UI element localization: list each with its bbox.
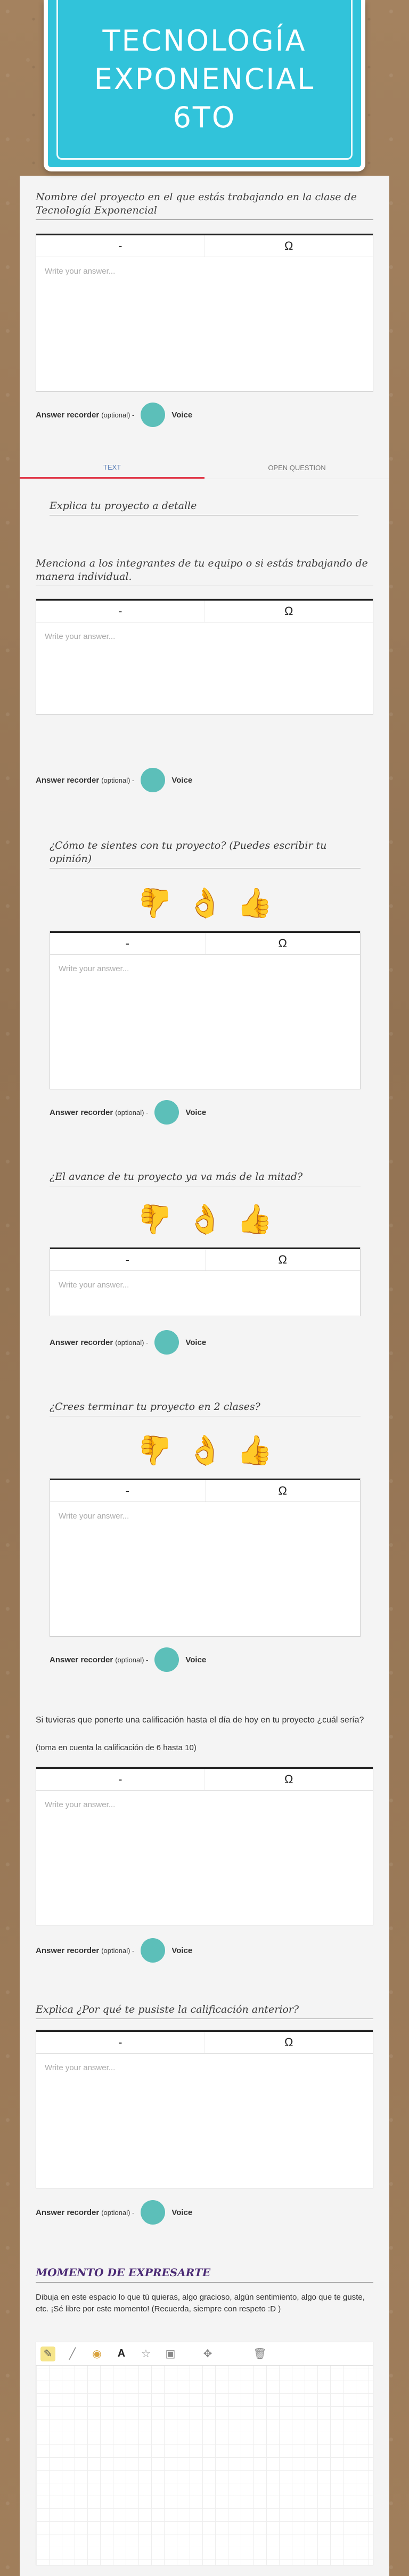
drawing-instructions: Dibuja en este espacio lo que tú quieras, algo gracioso, algún sentimiento, algo que te guste, etc. ¡Sé libre por este momento! (Recuerda, siempre con respeto :D ) (36, 2293, 365, 2314)
thumbs-sideways-icon[interactable]: 👌 (187, 1203, 223, 1235)
question-3-title: Menciona a los integrantes de tu equipo o si estás trabajando de manera individual. (36, 557, 373, 586)
answer-toolbar (36, 234, 373, 257)
item-type-tabs (20, 457, 389, 479)
optional-label: (optional) - (101, 1946, 135, 1955)
omega-button[interactable]: Ω (204, 235, 373, 257)
answer-toolbar (50, 1479, 360, 1502)
drawing-section-title: MOMENTO DE EXPRESARTE (36, 2266, 373, 2283)
drawing-toolbar (36, 2342, 373, 2366)
answer-recorder-7 (36, 1938, 192, 1963)
answer-box-3[interactable] (36, 598, 373, 715)
answer-input[interactable]: Write your answer... (59, 1281, 129, 1290)
answer-toolbar (36, 2030, 373, 2054)
reaction-row-6 (50, 1434, 361, 1466)
answer-recorder-6 (50, 1647, 206, 1672)
optional-label: (optional) - (115, 1108, 149, 1117)
omega-button[interactable]: Ω (205, 1480, 361, 1502)
optional-label: (optional) - (101, 2208, 135, 2217)
line-icon[interactable]: ╱ (69, 2348, 76, 2360)
answer-box-6[interactable] (50, 1478, 361, 1637)
question-7-note: (toma en cuenta la calificación de 6 hasta 10) (36, 1743, 197, 1752)
answer-recorder-1 (36, 403, 192, 427)
thumbs-up-icon[interactable]: 👍 (236, 887, 273, 919)
thumbs-up-icon[interactable]: 👍 (236, 1203, 273, 1235)
voice-label: Voice (185, 1655, 207, 1664)
answer-toolbar (50, 1248, 360, 1271)
question-6-title: ¿Crees terminar tu proyecto en 2 clases? (50, 1400, 361, 1416)
answer-recorder-label: Answer recorder (36, 775, 100, 785)
answer-recorder-label: Answer recorder (50, 1338, 113, 1347)
question-4-title: ¿Cómo te sientes con tu proyecto? (Puedes escribir tu opinión) (50, 839, 361, 868)
answer-recorder-label: Answer recorder (50, 1655, 113, 1664)
answer-box-5[interactable] (50, 1247, 361, 1316)
minus-button[interactable]: - (118, 239, 122, 252)
voice-label: Voice (171, 775, 193, 785)
minus-button[interactable]: - (125, 1253, 129, 1266)
record-button[interactable] (141, 768, 165, 792)
move-icon[interactable]: ✥ (203, 2348, 212, 2360)
answer-input[interactable]: Write your answer... (45, 632, 116, 641)
record-button[interactable] (154, 1647, 179, 1672)
answer-input[interactable]: Write your answer... (45, 2063, 116, 2072)
answer-recorder-5 (50, 1330, 206, 1355)
text-item-title: Explica tu proyecto a detalle (50, 499, 358, 515)
star-icon[interactable]: ☆ (141, 2348, 151, 2360)
header-banner (44, 0, 365, 171)
answer-input[interactable]: Write your answer... (59, 1512, 129, 1521)
answer-recorder-label: Answer recorder (50, 1107, 113, 1117)
voice-label: Voice (171, 2208, 193, 2217)
answer-recorder-label: Answer recorder (36, 410, 100, 420)
optional-label: (optional) - (115, 1655, 149, 1664)
omega-button[interactable]: Ω (205, 933, 361, 954)
omega-button[interactable]: Ω (205, 1249, 361, 1270)
omega-button[interactable]: Ω (204, 1769, 373, 1790)
answer-toolbar (36, 599, 373, 622)
optional-label: (optional) - (101, 776, 135, 784)
thumbs-down-icon[interactable]: 👍 (137, 1434, 174, 1466)
minus-button[interactable]: - (118, 604, 122, 618)
reaction-row-4 (50, 887, 361, 919)
answer-box-7[interactable] (36, 1767, 373, 1925)
minus-button[interactable]: - (125, 1484, 129, 1497)
record-button[interactable] (141, 2200, 165, 2225)
record-button[interactable] (141, 403, 165, 427)
answer-box-8[interactable] (36, 2030, 373, 2188)
optional-label: (optional) - (101, 411, 135, 419)
answer-recorder-label: Answer recorder (36, 1946, 100, 1955)
optional-label: (optional) - (115, 1338, 149, 1347)
voice-label: Voice (171, 410, 193, 420)
question-1-title: Nombre del proyecto en el que estás trabajando en la clase de Tecnología Exponencial (36, 191, 373, 220)
tab-open-question[interactable]: OPEN QUESTION (268, 464, 326, 472)
minus-button[interactable]: - (118, 1773, 122, 1786)
answer-box-1[interactable] (36, 233, 373, 392)
question-7-title: Si tuvieras que ponerte una calificación hasta el día de hoy en tu proyecto ¿cuál sería? (36, 1716, 364, 1725)
answer-recorder-label: Answer recorder (36, 2208, 100, 2217)
question-8-title: Explica ¿Por qué te pusiste la calificación anterior? (36, 2003, 373, 2019)
reaction-row-5 (50, 1203, 361, 1235)
answer-toolbar (36, 1767, 373, 1791)
tab-text[interactable]: TEXT (20, 457, 204, 479)
answer-input[interactable]: Write your answer... (59, 964, 129, 973)
answer-input[interactable]: Write your answer... (45, 267, 116, 276)
thumbs-up-icon[interactable]: 👍 (236, 1434, 273, 1466)
omega-button[interactable]: Ω (204, 2032, 373, 2053)
worksheet (20, 0, 389, 2576)
pencil-icon[interactable]: ✎ (40, 2347, 55, 2361)
record-button[interactable] (154, 1100, 179, 1125)
color-palette-icon[interactable]: ◉ (92, 2348, 102, 2360)
record-button[interactable] (141, 1938, 165, 1963)
answer-box-4[interactable] (50, 931, 361, 1089)
answer-recorder-3 (36, 768, 192, 792)
thumbs-sideways-icon[interactable]: 👌 (187, 887, 223, 919)
page-title: TECNOLOGÍA EXPONENCIAL 6TO (94, 23, 315, 134)
text-icon[interactable]: A (117, 2348, 126, 2359)
thumbs-down-icon[interactable]: 👍 (137, 1203, 174, 1235)
thumbs-down-icon[interactable]: 👍 (137, 887, 174, 919)
banner-frame (56, 0, 353, 160)
question-5-title: ¿El avance de tu proyecto ya va más de la mitad? (50, 1170, 361, 1186)
answer-toolbar (50, 931, 360, 955)
trash-icon[interactable]: 🗑 (253, 2348, 267, 2360)
answer-input[interactable]: Write your answer... (45, 1800, 116, 1809)
voice-label: Voice (185, 1338, 207, 1347)
answer-recorder-4 (50, 1100, 206, 1125)
answer-recorder-8 (36, 2200, 192, 2225)
record-button[interactable] (154, 1330, 179, 1355)
minus-button[interactable]: - (118, 2036, 122, 2049)
voice-label: Voice (185, 1107, 207, 1117)
minus-button[interactable]: - (125, 937, 129, 950)
drawing-canvas[interactable] (36, 2342, 373, 2565)
thumbs-sideways-icon[interactable]: 👌 (187, 1434, 223, 1466)
image-icon[interactable]: ▣ (165, 2348, 176, 2360)
voice-label: Voice (171, 1946, 193, 1955)
omega-button[interactable]: Ω (204, 601, 373, 622)
